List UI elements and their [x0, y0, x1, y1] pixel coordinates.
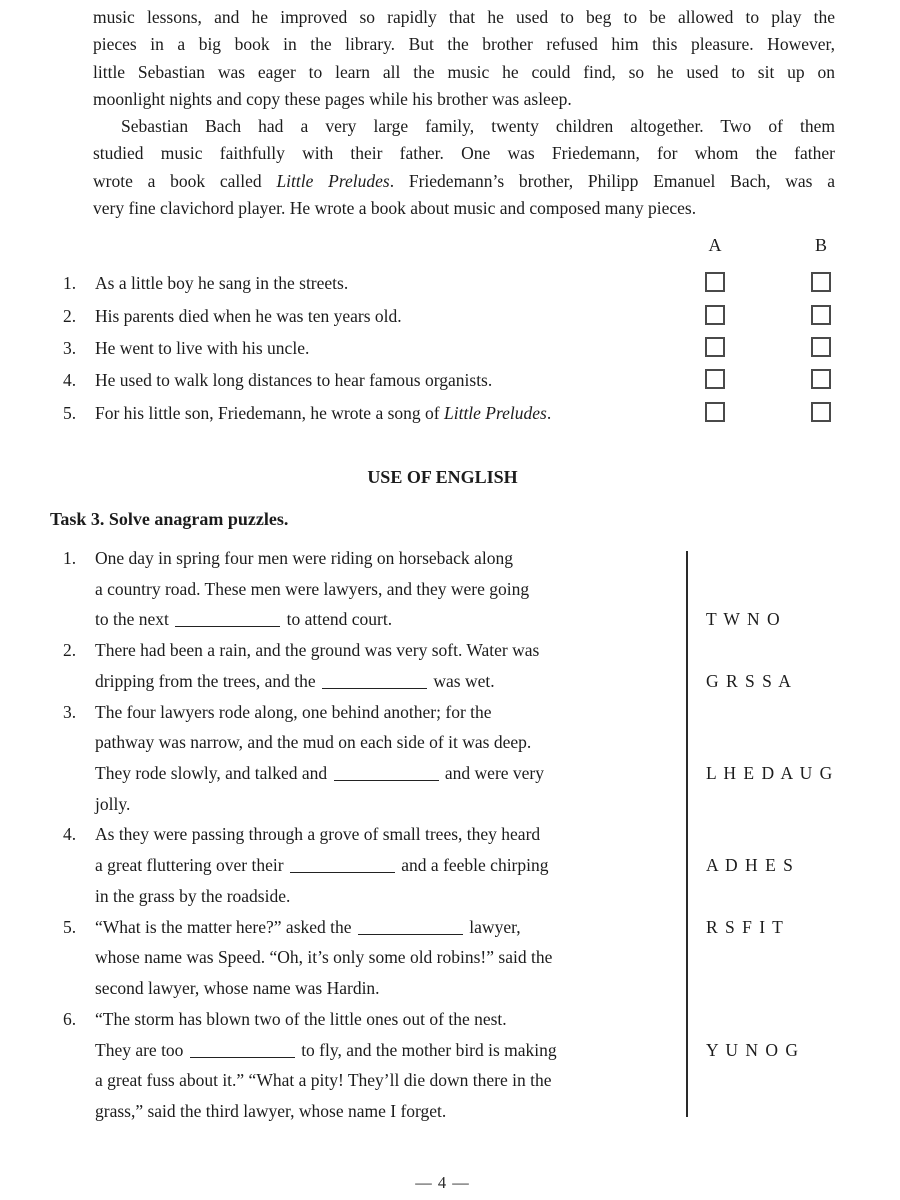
answer-blank[interactable]	[175, 613, 280, 627]
anagram-item-line: second lawyer, whose name was Hardin.	[95, 978, 380, 999]
tf-item-text: He used to walk long distances to hear famous organists.	[95, 370, 493, 391]
anagram-item-number: 6.	[63, 1008, 77, 1029]
anagram-item-line: They are too to fly, and the mother bird is making	[95, 1039, 557, 1060]
tf-item-number: 5.	[63, 402, 77, 423]
task3-heading: Task 3. Solve anagram puzzles.	[50, 508, 289, 529]
anagram-item	[50, 912, 900, 1004]
column-header-a: A	[708, 235, 722, 256]
checkbox-a[interactable]	[705, 305, 725, 325]
answer-blank[interactable]	[358, 921, 463, 935]
anagram-item-line: “The storm has blown two of the little ones out of the nest.	[95, 1008, 507, 1029]
anagram-task-items	[50, 543, 900, 1127]
anagram-item-line: There had been a rain, and the ground was very soft. Water was	[95, 640, 540, 661]
italic-book-title: Little Preludes	[443, 402, 547, 423]
checkbox-b[interactable]	[811, 337, 831, 357]
tf-item	[50, 332, 835, 364]
checkbox-a[interactable]	[705, 272, 725, 292]
reading-passage	[93, 4, 835, 222]
tf-item	[50, 364, 835, 396]
anagram-item	[50, 635, 900, 696]
tf-rows	[50, 267, 835, 428]
anagram-item	[50, 819, 900, 911]
anagram-item-number: 2.	[63, 640, 77, 661]
anagram-task-list	[50, 543, 900, 1127]
tf-item-number: 3.	[63, 337, 77, 358]
passage-line: little Sebastian was eager to learn all the music he could find, so he used to sit up on	[93, 61, 835, 82]
anagram-item-number: 3.	[63, 701, 77, 722]
anagram-item-number: 4.	[63, 824, 77, 845]
anagram-letters: T W N O	[706, 609, 782, 630]
page-number: — 4 —	[415, 1173, 470, 1192]
passage-line: pieces in a big book in the library. But the brother refused him this pleasure. However,	[93, 34, 835, 55]
anagram-item	[50, 1004, 900, 1127]
anagram-item-line: a great fluttering over their and a feeble chirping	[95, 855, 549, 876]
checkbox-a[interactable]	[705, 402, 725, 422]
passage-line: wrote a book called Little Preludes. Friedemann’s brother, Philipp Emanuel Bach, was a	[93, 170, 836, 191]
tf-item-text: As a little boy he sang in the streets.	[95, 273, 349, 294]
checkbox-a[interactable]	[705, 337, 725, 357]
anagram-item-line: They rode slowly, and talked and and were very	[95, 763, 545, 783]
anagram-item-line: whose name was Speed. “Oh, it’s only some old robins!” said the	[95, 947, 553, 968]
checkbox-a[interactable]	[705, 369, 725, 389]
anagram-item	[50, 697, 900, 820]
tf-item-text: He went to live with his uncle.	[95, 337, 310, 358]
anagram-item-line: a great fuss about it.” “What a pity! They’ll die down there in the	[95, 1070, 552, 1091]
tf-column-headers	[50, 232, 835, 258]
passage-line: very fine clavichord player. He wrote a book about music and composed many pieces.	[93, 198, 697, 219]
tf-item-number: 1.	[63, 273, 77, 294]
checkbox-b[interactable]	[811, 305, 831, 325]
true-false-section	[50, 232, 835, 428]
anagram-item-line: a country road. These men were lawyers, and they were going	[95, 578, 530, 599]
tf-item	[50, 300, 835, 332]
tf-item-number: 2.	[63, 305, 77, 326]
anagram-letters: G R S S A	[706, 670, 793, 691]
anagram-item-line: pathway was narrow, and the mud on each side of it was deep.	[95, 732, 532, 753]
passage-line: studied music faithfully with their father. One was Friedemann, for whom the father	[93, 143, 835, 164]
tf-item-text: For his little son, Friedemann, he wrote a song of Little Preludes.	[95, 402, 552, 423]
use-of-english-heading: USE OF ENGLISH	[367, 466, 518, 487]
answer-blank[interactable]	[290, 859, 395, 873]
anagram-item-line: to the next to attend court.	[95, 609, 393, 630]
anagram-item-line: As they were passing through a grove of small trees, they heard	[95, 824, 541, 845]
checkbox-b[interactable]	[811, 369, 831, 389]
anagram-item-line: One day in spring four men were riding on horseback along	[95, 547, 513, 568]
tf-item-text: His parents died when he was ten years old.	[95, 305, 402, 326]
anagram-item-line: grass,” said the third lawyer, whose name I forget.	[95, 1101, 447, 1122]
passage-line: music lessons, and he improved so rapidly that he used to beg to be allowed to play the	[93, 7, 835, 27]
anagram-item-line: in the grass by the roadside.	[95, 885, 291, 906]
tf-item-number: 4.	[63, 370, 77, 391]
column-header-b: B	[814, 235, 827, 256]
tf-item	[50, 267, 835, 299]
anagram-letters: Y U N O G	[706, 1039, 800, 1060]
answer-blank[interactable]	[322, 675, 427, 689]
passage-line: moonlight nights and copy these pages while his brother was asleep.	[93, 88, 572, 109]
passage-line: Sebastian Bach had a very large family, twenty children altogether. Two of them	[121, 116, 835, 137]
anagram-item-line: The four lawyers rode along, one behind another; for the	[95, 701, 492, 722]
anagram-item-line: jolly.	[95, 793, 131, 814]
anagram-item-number: 1.	[63, 547, 77, 568]
checkbox-b[interactable]	[811, 272, 831, 292]
tf-item	[50, 397, 835, 429]
anagram-item-line: dripping from the trees, and the was wet.	[95, 670, 495, 691]
anagram-letters: L H E D A U G	[706, 762, 834, 783]
anagram-item-number: 5.	[63, 916, 77, 937]
anagram-item	[50, 543, 900, 635]
anagram-item-line: “What is the matter here?” asked the lawyer,	[95, 916, 521, 937]
anagram-letters: A D H E S	[706, 855, 795, 876]
anagram-letters: R S F I T	[706, 916, 785, 937]
checkbox-b[interactable]	[811, 402, 831, 422]
answer-blank[interactable]	[334, 767, 439, 781]
italic-book-title: Little Preludes	[276, 170, 390, 191]
answer-blank[interactable]	[190, 1044, 295, 1058]
